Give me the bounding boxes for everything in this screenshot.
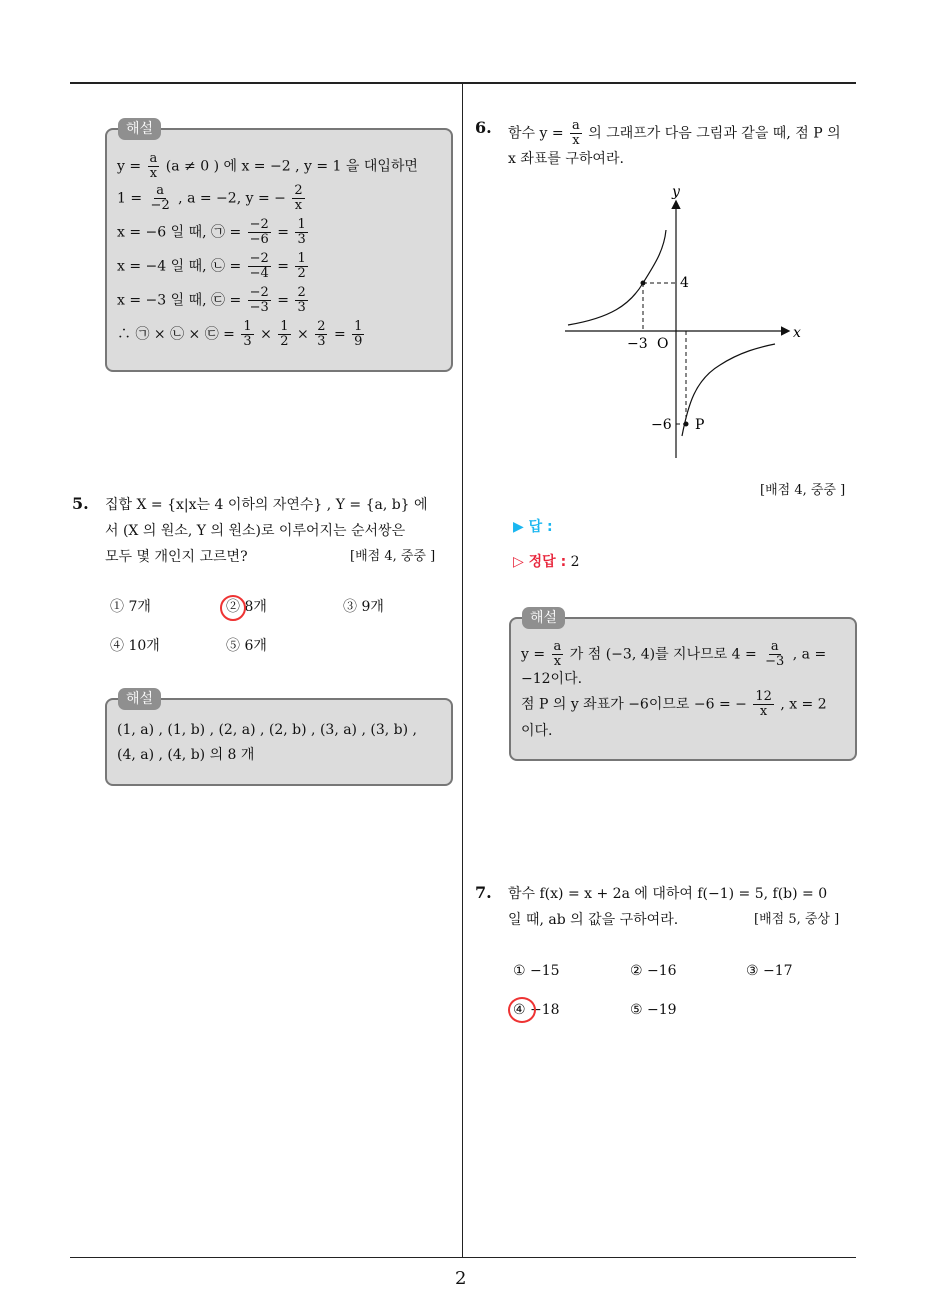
- points-label: [배점 4, 중중 ]: [760, 483, 846, 498]
- question-text: 일 때, ab 의 값을 구하여라.: [508, 912, 679, 928]
- y-axis-label: y: [672, 184, 680, 200]
- question-number: 5.: [72, 494, 89, 513]
- answer-mark-circle: [220, 595, 246, 621]
- solution-line: ∴ ㉠ × ㉡ × ㉢ = $\frac{1}{3}$ × $\frac{1}{2}$ × $\frac{2}{3}$ = $\frac{1}{9}$: [117, 319, 363, 349]
- hyperbola-graph: [560, 180, 810, 465]
- choice-2[interactable]: ② 8개: [226, 599, 267, 615]
- question-text: x 좌표를 구하여라.: [508, 151, 624, 167]
- question-text: 모두 몇 개인지 고르면?: [105, 549, 248, 565]
- solution-line: (4, a) , (4, b) 의 8 개: [117, 747, 255, 763]
- solution-line: x = −6 일 때, ㉠ = $\frac{-2}{-6}$ = $\frac{1}{3}$: [117, 217, 306, 247]
- correct-answer: ▷ 정답 : 2: [513, 554, 580, 570]
- question-text: 서 (X 의 원소, Y 의 원소)로 이루어지는 순서쌍은: [105, 523, 406, 539]
- tick-x-label: −3: [627, 336, 648, 352]
- question-number: 7.: [475, 883, 492, 902]
- question-number: 6.: [475, 118, 492, 137]
- solution-line: x = −4 일 때, ㉡ = $\frac{-2}{-4}$ = $\frac{1}{2}$: [117, 251, 306, 281]
- question-text: 함수 f(x) = x + 2a 에 대하여 f(−1) = 5, f(b) = 0: [508, 886, 828, 902]
- choice-5[interactable]: ⑤ −19: [630, 1002, 677, 1018]
- points-label: [배점 5, 중상 ]: [754, 912, 840, 927]
- solution-box-6: [509, 617, 857, 761]
- tick-y-neg-label: −6: [651, 417, 672, 433]
- choice-2[interactable]: ② −16: [630, 963, 677, 979]
- question-text: 함수 y = $\frac{a}{x}$ 의 그래프가 다음 그림과 같을 때, 점 P 의: [508, 118, 841, 148]
- answer-mark-circle: [508, 997, 536, 1023]
- solution-tag: 해설: [118, 118, 161, 140]
- choice-3[interactable]: ③ 9개: [343, 599, 384, 615]
- choice-4[interactable]: ④ 10개: [110, 638, 160, 654]
- curve-left-branch: [568, 230, 666, 325]
- origin-label: O: [657, 336, 669, 352]
- question-text: 집합 X = {x|x는 4 이하의 자연수} , Y = {a, b} 에: [105, 497, 428, 513]
- choice-3[interactable]: ③ −17: [746, 963, 793, 979]
- tick-y-pos-label: 4: [680, 275, 689, 291]
- x-axis-label: x: [793, 325, 801, 341]
- point-marker: [641, 281, 646, 286]
- point-p-label: P: [695, 417, 705, 433]
- solution-line: −12이다.: [521, 671, 583, 687]
- choice-4[interactable]: ④ −18: [513, 1002, 560, 1018]
- solution-line: y = $\frac{a}{x}$ 가 점 (−3, 4)를 지나므로 4 = $\frac{a}{-3}$ , a =: [521, 639, 827, 669]
- answer-label: ▶ 답 :: [513, 519, 553, 535]
- solution-line: 이다.: [521, 723, 553, 739]
- solution-line: x = −3 일 때, ㉢ = $\frac{-2}{-3}$ = $\frac{2}{3}$: [117, 285, 306, 315]
- bottom-rule: [70, 1257, 856, 1258]
- choice-1[interactable]: ① 7개: [110, 599, 151, 615]
- solution-tag: 해설: [522, 607, 565, 629]
- column-divider: [462, 84, 463, 1258]
- choice-5[interactable]: ⑤ 6개: [226, 638, 267, 654]
- points-label: [배점 4, 중중 ]: [350, 549, 436, 564]
- top-rule: [70, 82, 856, 84]
- point-p-marker: [684, 422, 689, 427]
- solution-tag: 해설: [118, 688, 161, 710]
- choice-1[interactable]: ① −15: [513, 963, 560, 979]
- solution-line: y = $\frac{a}{x}$ (a ≠ 0 ) 에 x = −2 , y = 1 을 대입하면: [117, 151, 418, 181]
- solution-box-5: [105, 698, 453, 786]
- page-number: 2: [455, 1268, 467, 1289]
- solution-line: 점 P 의 y 좌표가 −6이므로 −6 = − $\frac{12}{x}$ , x = 2: [521, 689, 827, 719]
- solution-line: (1, a) , (1, b) , (2, a) , (2, b) , (3, a) , (3, b) ,: [117, 722, 417, 738]
- solution-line: 1 = $\frac{a}{-2}$ , a = −2, y = − $\frac{2}{x}$: [117, 183, 303, 213]
